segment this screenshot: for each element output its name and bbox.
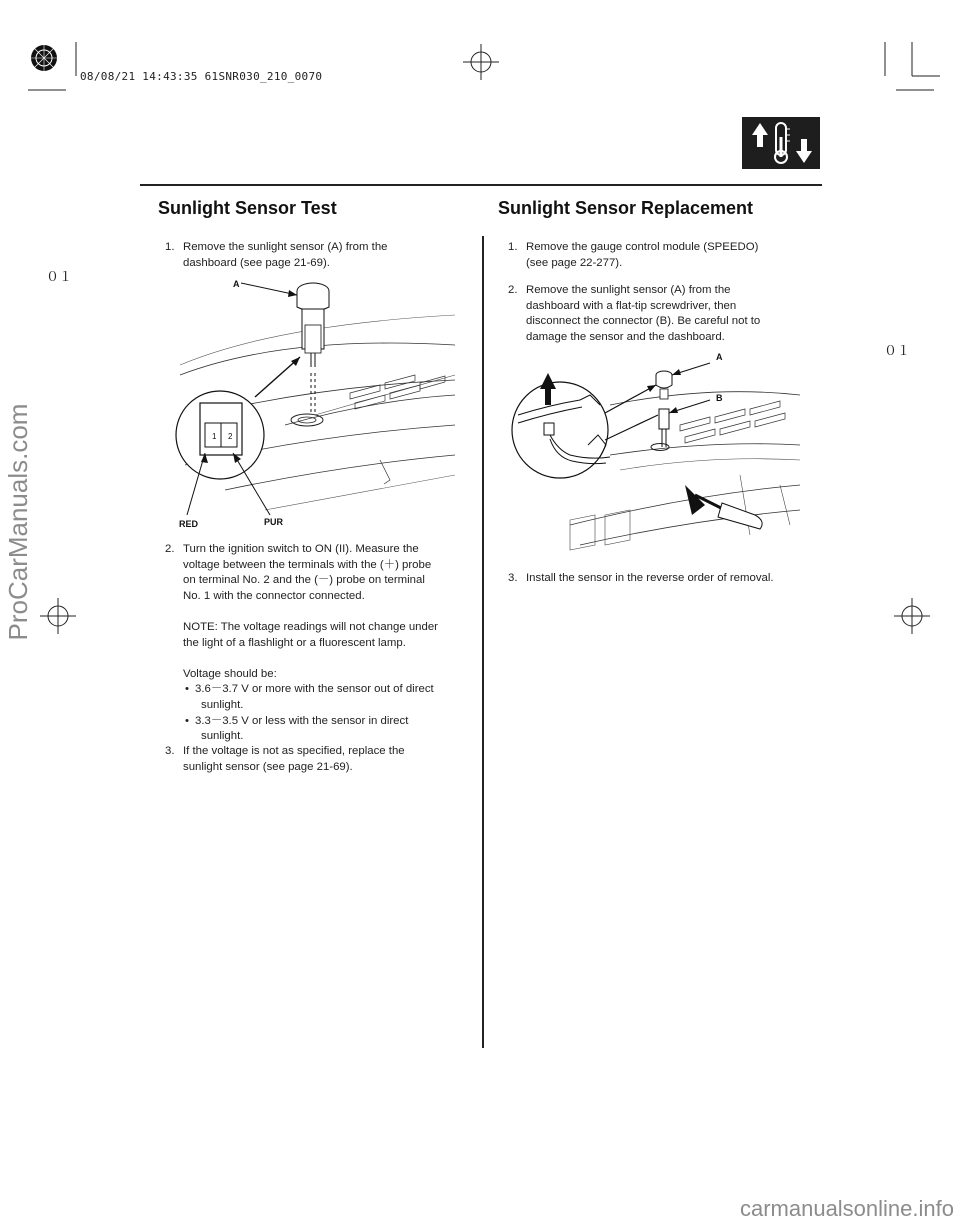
bullet-line: sunlight.	[201, 698, 244, 711]
step-number: 1.	[508, 241, 518, 253]
note-line: the light of a flashlight or a fluorescent lamp.	[183, 636, 406, 649]
terminal-2-label: 2	[228, 432, 233, 441]
step-text-line: If the voltage is not as specified, replace the	[183, 745, 405, 757]
step-text-line: Remove the sunlight sensor (A) from the	[183, 241, 388, 253]
step-text-line: sunlight sensor (see page 21-69).	[183, 760, 353, 773]
step-number: 3.	[165, 745, 175, 757]
side-watermark: ProCarManuals.com	[3, 403, 33, 641]
header-rule	[140, 184, 822, 186]
page-marker-left: ０１	[46, 270, 73, 285]
step-text-line: on terminal No. 2 and the (－) probe on terminal	[183, 574, 425, 587]
column-divider	[482, 236, 484, 1048]
step-text-line: dashboard (see page 21-69).	[183, 256, 330, 269]
step-text-line: Install the sensor in the reverse order of removal.	[526, 572, 774, 584]
left-step-2	[165, 542, 475, 745]
step-text-line: Remove the gauge control module (SPEEDO)	[526, 241, 759, 253]
left-step-1	[165, 240, 465, 271]
voltage-bullet-2	[183, 714, 475, 745]
step-text-line: No. 1 with the connector connected.	[183, 589, 365, 602]
step-text-line: Turn the ignition switch to ON (II). Measure the	[183, 543, 419, 555]
bullet-line: sunlight.	[201, 730, 244, 743]
right-step-3	[508, 571, 818, 587]
step-text-line: dashboard with a flat-tip screwdriver, then	[526, 299, 737, 312]
step-text-line: damage the sensor and the dashboard.	[526, 330, 725, 343]
right-section-title: Sunlight Sensor Replacement	[498, 198, 754, 218]
wire-label-red: RED	[179, 519, 199, 529]
voltage-intro: Voltage should be:	[183, 667, 277, 680]
step-text-line: Remove the sunlight sensor (A) from the	[526, 284, 731, 296]
bullet-line: • 3.3－3.5 V or less with the sensor in direct	[195, 714, 409, 727]
figure-label-a: A	[716, 352, 723, 362]
step-number: 1.	[165, 241, 175, 253]
print-stamp: 08/08/21 14:43:35 61SNR030_210_0070	[80, 70, 323, 83]
step-text-line: (see page 22-277).	[526, 256, 623, 269]
right-step-2	[508, 283, 818, 345]
left-step-3	[165, 744, 475, 775]
figure-label-b: B	[716, 393, 723, 403]
note-line: NOTE: The voltage readings will not change under	[183, 620, 438, 633]
step-text-line: disconnect the connector (B). Be careful not to	[526, 315, 761, 328]
right-step-1	[508, 240, 818, 271]
terminal-1-label: 1	[212, 432, 217, 441]
temperature-sensor-icon	[742, 117, 820, 169]
step-number: 3.	[508, 572, 518, 584]
left-section-title: Sunlight Sensor Test	[158, 198, 337, 218]
voltage-bullet-1	[183, 682, 475, 713]
figure-label-a: A	[233, 279, 240, 289]
step-text-line: voltage between the terminals with the (＋) probe	[183, 558, 432, 571]
step-number: 2.	[165, 543, 175, 555]
step-number: 2.	[508, 284, 518, 296]
wire-label-pur: PUR	[264, 517, 284, 527]
bottom-watermark: carmanualsonline.info	[739, 1196, 954, 1221]
bullet-line: • 3.6－3.7 V or more with the sensor out of direct	[195, 683, 434, 696]
page-marker-right: ０１	[884, 344, 911, 359]
